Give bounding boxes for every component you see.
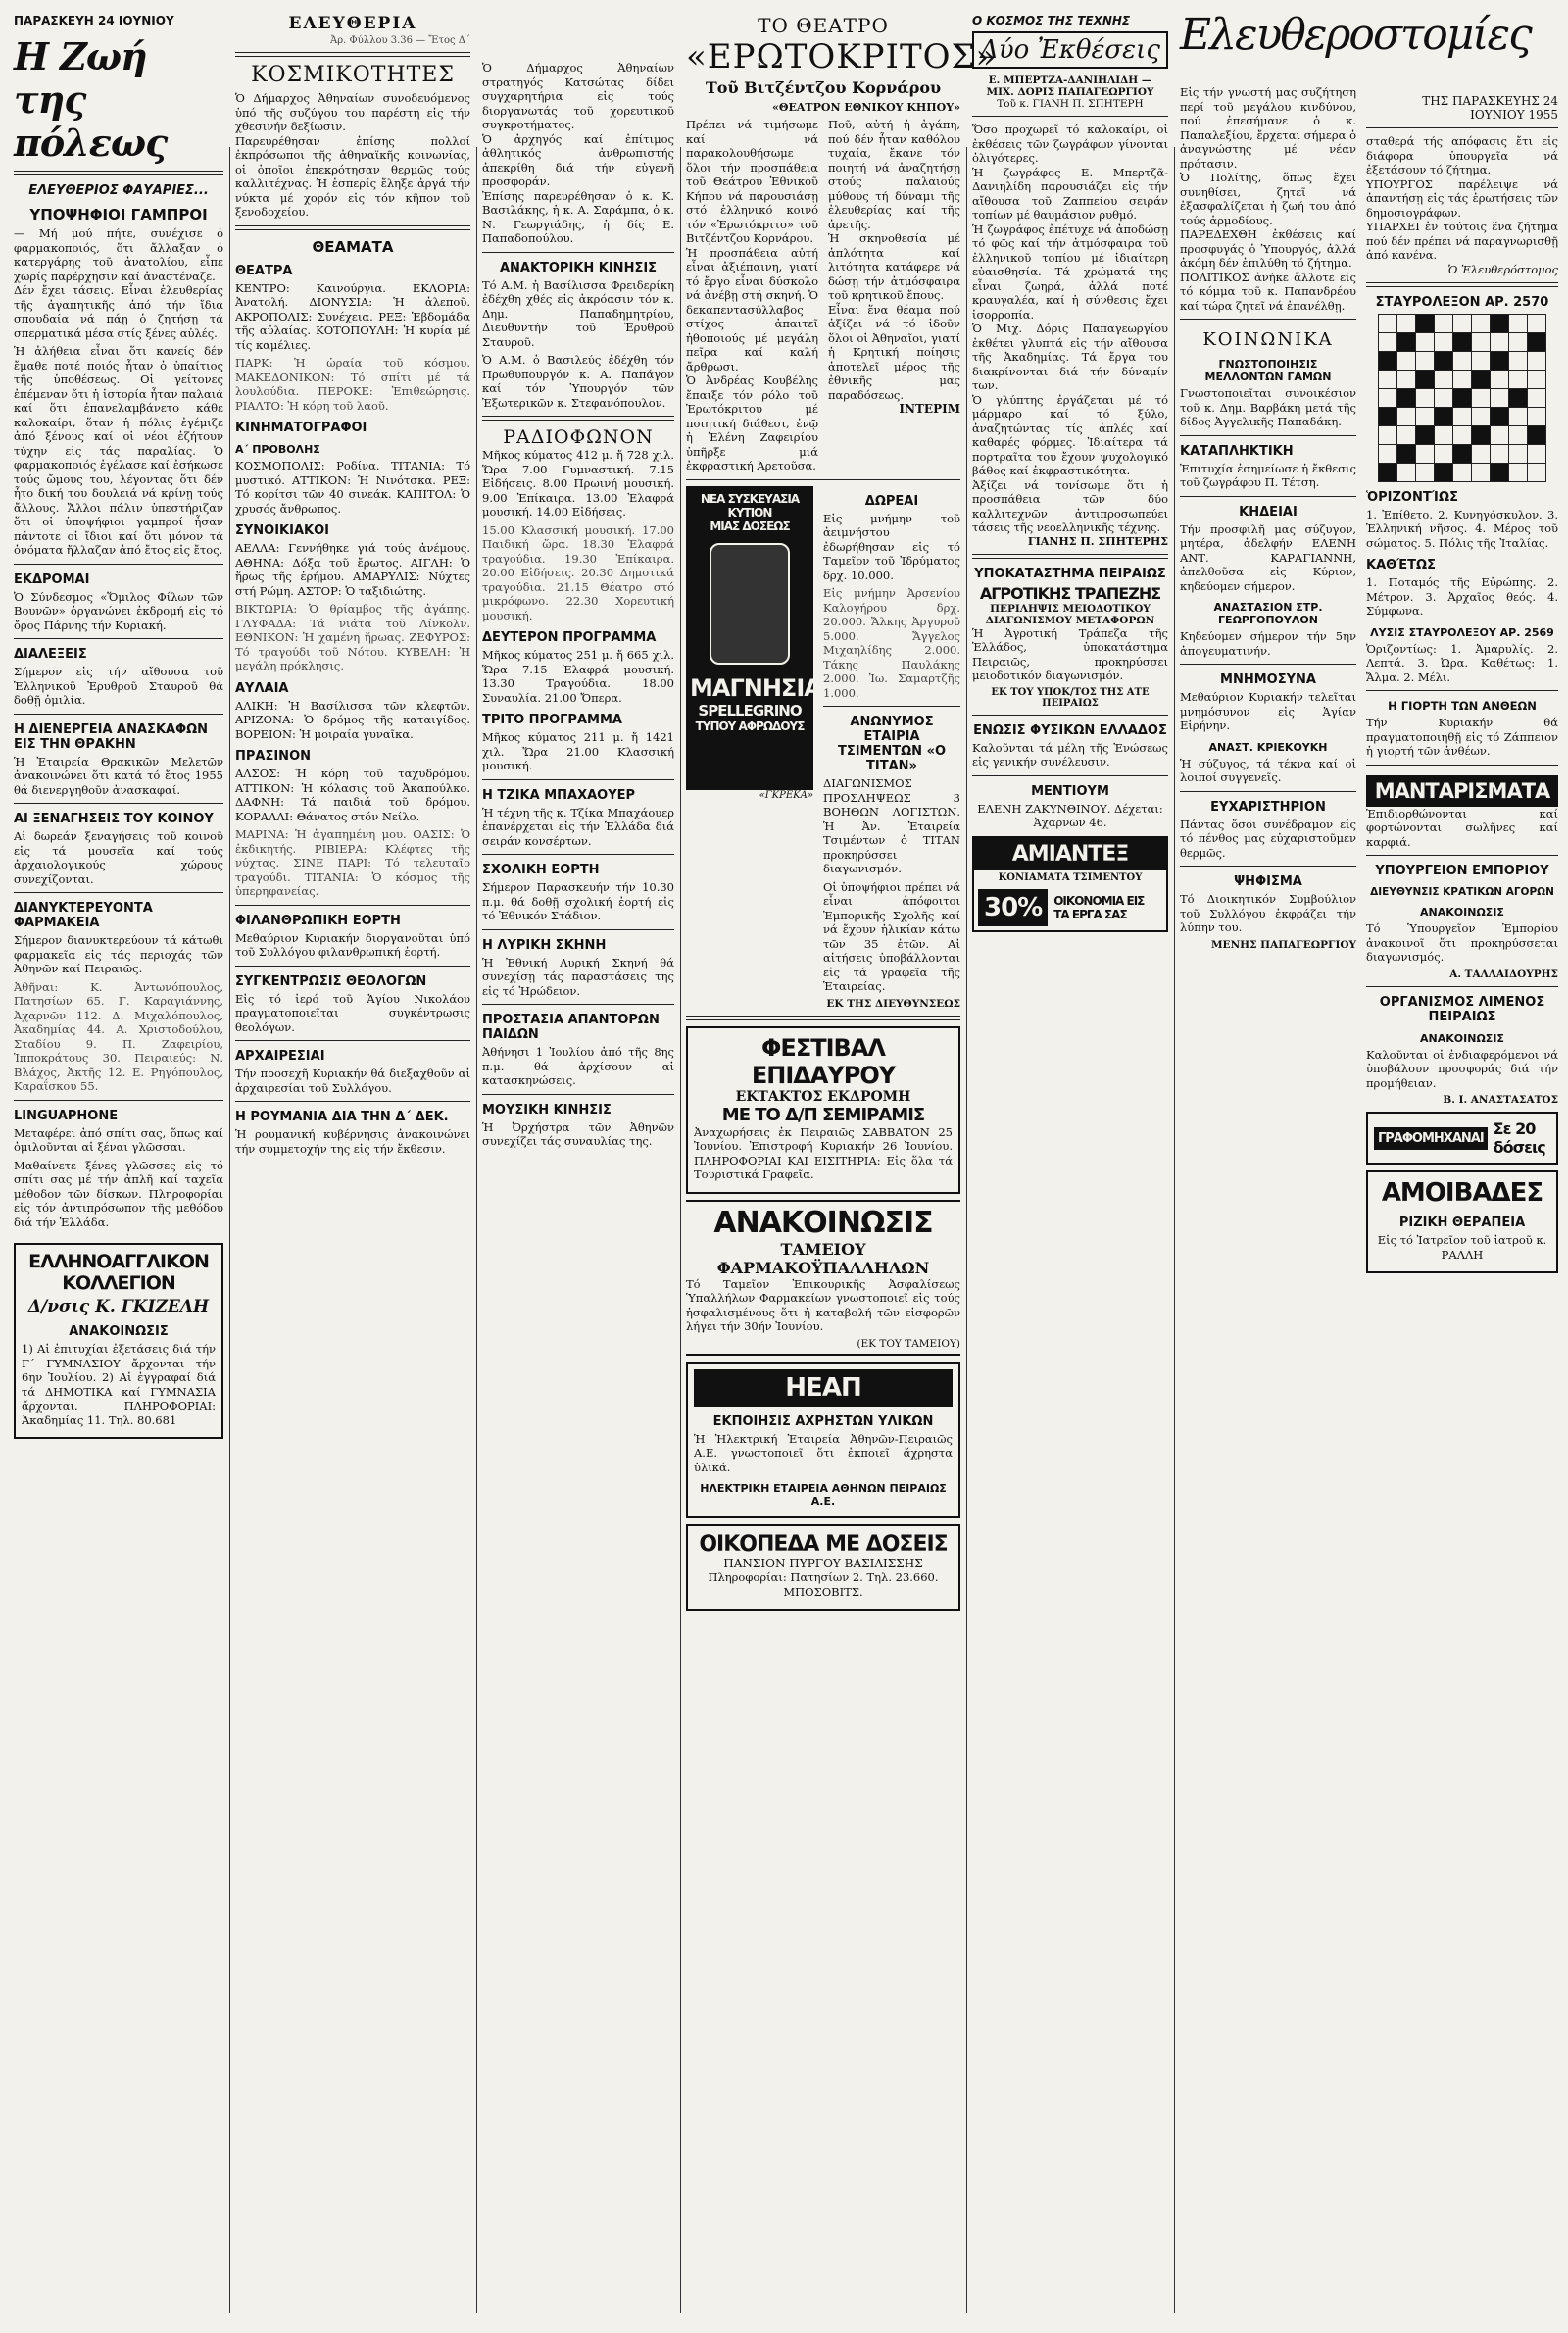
paragraph: Καλοῦνται τά μέλη τῆς Ἑνώσεως εἰς γενικήν συνέλευσιν. [972,740,1168,769]
heading-excavations: Η ΔΙΕΝΕΡΓΕΙΑ ΑΝΑΣΚΑΦΩΝ ΕΙΣ ΤΗΝ ΘΡΑΚΗΝ [14,721,209,752]
paragraph: ΜΑΡΙΝΑ: Ἡ ἀγαπημένη μου. ΟΑΣΙΣ: Ὁ ἐκδικητής. ΡΙΒΙΕΡΑ: Κλέφτες τῆς νύχτας. ΣΙΝΕ ΠΑΡΙ: Τό τελευταῖο τραγούδι. ΤΙΤΑΝΙΑ: Ὁ κόσμος τῆς ὑπερηφανείας. [235,827,470,898]
heap-foot: ΗΛΕΚΤΡΙΚΗ ΕΤΑΙΡΕΙΑ ΑΘΗΝΩΝ ΠΕΙΡΑΙΩΣ Α.Ε. [700,1482,947,1508]
clues-down: 1. Ποταμός τῆς Εὐρώπης. 2. Μέτρον. 3. Ἀρχαῖος θεός. 4. Σύμφωνα. [1366,575,1558,618]
heading-neighbourhood: ΣΥΝΟΙΚΙΑΚΟΙ [235,523,329,538]
amiantex-brand: ΑΜΙΑΝΤΕΞ [974,838,1166,870]
ad-product: ΜΑΓΝΗΣΙΑ [690,673,821,702]
paragraph: Ὁ Μιχ. Δόρις Παπαγεωργίου ἐκθέτει γλυπτά εἰς τήν αἴθουσα τῆς Ἀκαδημίας. Τά ἔργα του διακρίνονται διά τήν δύναμίν των. [972,322,1168,392]
fund-title: ΑΝΑΚΟΙΝΩΣΙΣ [713,1205,933,1240]
heading-memorials: ΜΝΗΜΟΣΥΝΑ [1220,672,1316,687]
amoebas-sub: ΡΙΖΙΚΗ ΘΕΡΑΠΕΙΑ [1398,1216,1526,1230]
amoebas-text: Εἰς τό Ἰατρεῖον τοῦ ἰατροῦ κ. ΡΑΛΛΗ [1377,1233,1547,1262]
ad-magnesia [686,486,821,790]
heading-radio: ΡΑΔΙΟΦΩΝΟΝ [503,426,654,448]
paragraph: Ἀθήνησι 1 Ἰουλίου ἀπό τῆς 8ης π.μ. θά ἀρχίσουν αἱ κατασκηνώσεις. [482,1045,674,1087]
heading-ministry-notice: ΑΝΑΚΟΙΝΩΣΙΣ [1420,906,1504,918]
solution: Ὁριζοντίως: 1. Ἀμαρυλίς. 2. Λεπτά. 3. Ὠρα. Καθέτως: 1. Ἄλμα. 2. Μέλι. [1366,641,1558,684]
art-title: Δύο Ἐκθέσεις [980,35,1160,65]
heading-cinemas: ΚΙΝΗΜΑΤΟΓΡΑΦΟΙ [235,421,368,435]
heading-funerals: ΚΗΔΕΙΑΙ [1239,504,1298,520]
paragraph: Μῆκος κύματος 211 μ. ἤ 1421 χιλ. Ὥρα 21.00 Κλασσική μουσική. [482,730,674,772]
heading-tours: ΑΙ ΞΕΝΑΓΗΣΕΙΣ ΤΟΥ ΚΟΙΝΟΥ [14,812,214,826]
review-title: «ΕΡΩΤΟΚΡΙΤΟΣ» [686,37,998,76]
festival-text: Ἀναχωρήσεις ἐκ Πειραιῶς ΣΑΒΒΑΤΟΝ 25 Ἰουνίου. Ἐπιστροφή Κυριακήν 26 Ἰουνίου. ΠΛΗΡΟΦΟΡΙΑΙ ΚΑΙ ΕΙΣΙΤΗΡΙΑ: Εἰς ὅλα τά Τουριστικά Γραφεῖα. [694,1124,953,1181]
ad-title: ΕΛΛΗΝΟΑΓΓΛΙΚΟΝ ΚΟΛΛΕΓΙΟΝ [28,1251,209,1294]
heading-first-run: Α΄ ΠΡΟΒΟΛΗΣ [235,443,320,456]
heap-sub: ΕΚΠΟΙΗΣΙΣ ΑΧΡΗΣΤΩΝ ΥΛΙΚΩΝ [712,1414,934,1429]
paragraph: Εἰς τό ἱερό τοῦ Ἁγίου Νικολάου πραγματοποιεῖται συγκέντρωσις θεολόγων. [235,991,470,1034]
paragraph: Τό Α.Μ. ἡ Βασίλισσα Φρειδερίκη ἐδέχθη χθές εἰς ἀκρόασιν τόν κ. Δημ. Παπαδημητρίου, Διευθυντήν τοῦ Ἐρυθροῦ Σταυροῦ. [482,277,674,349]
heading-second-program: ΔΕΥΤΕΡΟΝ ΠΡΟΓΡΑΜΜΑ [482,630,657,645]
ad-pharmacy-fund [686,1200,960,1356]
heading-down: ΚΑΘΈΤΩΣ [1366,558,1436,572]
paragraph: Ἡ Ἑταιρεία Θρακικῶν Μελετῶν ἀνακοινώνει ὅτι κατά τό ἔτος 1955 θά διενεργηθοῦν ἀνασκαφαί. [14,754,223,797]
theatre-section: ΤΟ ΘΕΑΤΡΟ [758,14,889,37]
paragraph: Ὁ Δήμαρχος Ἀθηναίων στρατηγός Κατσώτας δίδει συγχαρητήρια εἰς τούς διοργανωτάς τοῦ χορευτικοῦ συγκροτήματος. [482,61,674,131]
paragraph: ΠΟΛΙΤΙΚΟΣ ἀνήκε ἄλλοτε εἰς τό κόμμα τοῦ κ. Παπανδρέου καί τώρα ζητεῖ νά ἐπανέλθῃ. [1180,270,1356,313]
paragraph: Μῆκος κύματος 251 μ. ἤ 665 χιλ. Ὥρα 7.15 Ἐλαφρά μουσική. 13.30 Τραγούδια. 18.00 Συναυλία. 21.00 Ὄπερα. [482,648,674,705]
heading-shows: ΘΕΑΜΑΤΑ [312,237,394,256]
plots-sub: ΠΑΝΣΙΟΝ ΠΥΡΓΟΥ ΒΑΣΙΛΙΣΣΗΣ [723,1557,923,1570]
pharmacy-list: Ἀθῆναι: Κ. Ἀντωνόπουλος, Πατησίων 65. Γ. Καραγιάννης, Ἀχαρνῶν 112. Δ. Μιχαλόπουλος, Ἀκαδημίας 44. Α. Χριστοδούλου, Σταδίου 9. Π. Ζαφειρίου, Ἱπποκράτους 30. Πειραιεύς: Ν. Βλάχος, Ἀκτῆς 12. Ε. Ρηγόπουλος, Καραΐσκου 55. [14,979,223,1093]
ad-credit: «ΓΚΡΕΚΑ» [759,789,813,801]
paragraph: Παρευρέθησαν ἐπίσης πολλοί ἐκπρόσωποι τῆς ἀθηναϊκῆς κοινωνίας, οἱ ὁποῖοι ἐπεκρότησαν θερμῶς τούς καλλιτέχνας. Ἡ ἑσπερίς ἔληξε ἀργά τήν νύκτα μέ χορόν εἰς τόν κῆπον τοῦ ξενοδοχείου. [235,133,470,219]
paragraph: Τό Ὑπουργεῖον Ἐμπορίου ἀνακοινοῖ ὅτι προκηρύσσεται διαγωνισμός. [1366,921,1558,964]
ad-brand: SPELLEGRINO [698,701,802,720]
paragraph: Ὁ γλύπτης ἐργάζεται μέ τό μάρμαρο καί τό ξύλο, ἀναζητώντας τίς ἁπλές καί καθαρές φόρμες. Ἰδιαίτερα τά πορτραῖτα του ἔχουν ψυχολογικό βάθος καί ἐκφραστικότητα. [972,392,1168,477]
fund-sub: ΤΑΜΕΙΟΥ ΦΑΡΜΑΚΟΫΠΑΛΛΗΛΩΝ [716,1239,930,1277]
heading-port-notice: ΑΝΑΚΟΙΝΩΣΙΣ [1420,1031,1504,1045]
bottle-icon [710,543,790,665]
column-city-life [14,0,223,2313]
paragraph: Μεθαύριον Κυριακήν διοργανοῦται ὑπό τοῦ Συλλόγου φιλανθρωπική ἑορτή. [235,930,470,959]
heading-charity: ΦΙΛΑΝΘΡΩΠΙΚΗ ΕΟΡΤΗ [235,913,401,928]
column-society [235,0,470,2313]
paragraph: Ὁ Ἀνδρέας Κουβέλης ἔπαιξε τόν ρόλο τοῦ Ἐρωτόκριτου μέ ποιητική διάθεσι, ἐνῷ ἡ Ἐλένη Ζαφειρίου ὑπῆρξε μιά ἐκφραστική Ἀρετοῦσα. [686,373,818,472]
paragraph: ΠΑΡΕΔΕΧΘΗ ἐκθέσεις καί προσφυγάς ὁ Ὑπουργός, ἀλλά ἀκόμη δέν ἐπιλύθη τό ζήτημα. [1180,227,1356,270]
paragraph: Σήμερον Παρασκευήν τήν 10.30 π.μ. θά δοθῇ σχολική ἑορτή εἰς τό Ἐθνικόν Στάδιον. [482,880,674,922]
bank-text: Ἡ Ἀγροτική Τράπεζα τῆς Ἑλλάδος, ὑποκατάστημα Πειραιῶς, προκηρύσσει μειοδοτικόν διαγωνισμόν. [972,625,1168,682]
port-sign: Β. Ι. ΑΝΑΣΤΑΣΑΤΟΣ [1443,1094,1558,1106]
bank-sub: ΠΕΡΙΛΗΨΙΣ ΜΕΙΟΔΟΤΙΚΟΥ ΔΙΑΓΩΝΙΣΜΟΥ ΜΕΤΑΦΟΡΩΝ [985,602,1155,626]
review-subtitle: Τοῦ Βιτζέντζου Κορνάρου [705,78,942,97]
paragraph: ΚΕΝΤΡΟ: Καινούργια. ΕΚΛΟΡΙΑ: Ἀνατολή. ΔΙΟΝΥΣΙΑ: Ἡ ἀλεποῦ. ΑΚΡΟΠΟΛΙΣ: Συνέχεια. ΡΕΞ: Ἑβδομάδα τῆς αὐλαίας. ΚΟΤΟΠΟΥΛΗ: Ἡ κυρία μέ τίς καμέλιες. [235,280,470,352]
right-date: ΤΗΣ ΠΑΡΑΣΚΕΥΗΣ 24 ΙΟΥΝΙΟΥ 1955 [1422,94,1558,122]
column-signature: Ὁ Ἐλευθερόστομος [1447,262,1558,276]
paragraph: Ἡ ἀλήθεια εἶναι ὅτι κανείς δέν ἔμαθε ποτέ ποιός ἦταν ὁ ὑπαίτιος τῆς ὑποθέσεως. Οἱ γείτονες ἐπέμεναν ὅτι ἡ ἱστορία ἦταν παλαιά καί ὅτι ἐπανελαμβάνετο κάθε καλοκαίρι, ὅταν ἡ πόλις ἐγέμιζε ἀπό ξένους καί οἱ νέοι ἐζήτουν τύχην εἰς τάς παραλίας. Ὁ φαρμακοποιός ἐγέλασε καί ἐσήκωσε τούς ὤμους του, λέγοντας ὅτι δέν ἦτο δική του δουλειά νά κρίνῃ τούς ἄλλους. Ἄλλοι πάλιν ὑπεστήριζαν ὅτι οἱ ὑποψήφιοι γαμπροί ἦσαν πάντοτε οἱ ἴδιοι καί ὅτι μόνον τά ὀνόματα ἤλλαζαν ἀπό ἔτος εἰς ἔτος. [14,344,223,557]
paragraph: ΑΛΣΟΣ: Ἡ κόρη τοῦ ταχυδρόμου. ΑΤΤΙΚΟΝ: Ἡ κόλασις τοῦ Ἀκαπούλκο. ΔΑΦΝΗ: Τά παιδιά τοῦ δρόμου. ΚΟΡΑΛΛΙ: Θάνατος στόν Νείλο. [235,767,470,823]
paragraph: Κηδεύομεν σήμερον τήν 5ην ἀπογευματινήν. [1180,629,1356,658]
paragraph: Ὁ Σύνδεσμος «Ὅμιλος Φίλων τῶν Βουνῶν» ὀργανώνει ἐκδρομή εἰς τό ὄρος Πάρνης τήν Κυριακή. [14,589,223,632]
paragraph: Ἡ ζωγράφος ἐπέτυχε νά ἀποδώσῃ τό φῶς καί τήν ἀτμόσφαιρα τοῦ ἑλληνικοῦ τοπίου μέ ἰδιαίτερη εὐαισθησία. Τά χρώματά της εἶναι ζωηρά, ἀλλά ποτέ κραυγαλέα, καί ἡ σύνθεσις ἔχει ἰσορροπία. [972,222,1168,322]
paragraph: ΒΙΚΤΩΡΙΑ: Ὁ θρίαμβος τῆς ἀγάπης. ΓΛΥΦΑΔΑ: Τά νιάτα τοῦ Λίνκολν. ΕΘΝΙΚΟΝ: Ἡ χαμένη ἥρωας. ΖΕΦΥΡΟΣ: Τό τραγούδι τοῦ Νότου. ΚΥΒΕΛΗ: Ἡ μεγάλη πρόκλησις. [235,602,470,672]
plots-title: ΟΙΚΟΠΕΔΑ ΜΕ ΔΟΣΕΙΣ [699,1532,948,1557]
ad-heading: ΑΝΑΚΟΙΝΩΣΙΣ [69,1324,169,1339]
divider [14,171,223,175]
bank-title2: ΑΓΡΟΤΙΚΗΣ ΤΡΑΠΕΖΗΣ [979,583,1161,603]
ad-line: ΚΥΤΙΟΝ [727,505,772,520]
heading-memorial-name: ΑΝΑΣΤ. ΚΡΙΕΚΟΥΚΗ [1208,740,1328,754]
festival-ship: ΜΕ ΤΟ Δ/Π ΣΕΜΙΡΑΜΙΣ [721,1104,925,1125]
plots-text: Πληροφορίαι: Πατησίων 2. Τηλ. 23.660. ΜΠΟΣΟΒΙΤΣ. [708,1570,939,1599]
heap-text: Ἡ Ἠλεκτρική Ἑταιρεία Ἀθηνῶν-Πειραιῶς Α.Ε. γνωστοποιεῖ ὅτι ἐκποιεῖ ἄχρηστα ὑλικά. [694,1431,953,1474]
paper-name: ΕΛΕΥΘΕΡΙΑ [288,14,417,33]
paragraph: Σήμερον διανυκτερεύουν τά κάτωθι φαρμακεῖα εἰς τάς περιοχάς τῶν Ἀθηνῶν καί Πειραιῶς. [14,933,223,975]
heading-prasinon: ΠΡΑΣΙΝΟΝ [235,749,311,764]
heading-physicists: ΕΝΩΣΙΣ ΦΥΣΙΚΩΝ ΕΛΛΑΔΟΣ [973,722,1167,738]
paragraph: Ἐπιδιορθώνονται καί φορτώνονται σωλῆνες καί καρφιά. [1366,806,1558,849]
heading-music: ΜΟΥΣΙΚΗ ΚΙΝΗΣΙΣ [482,1102,612,1117]
paragraph: ΥΠΑΡΧΕΙ ἐν τούτοις ἕνα ζήτημα πού δέν πρέπει νά παραγνωρισθῇ ἀπό κανένα. [1366,220,1558,262]
paragraph: Ἡ σκηνοθεσία μέ ἁπλότητα καί λιτότητα κατάφερε νά δώσῃ τήν ἀτμόσφαιρα τοῦ κρητικοῦ ἔπους. [828,231,960,302]
fund-sign: (ΕΚ ΤΟΥ ΤΑΜΕΙΟΥ) [857,1337,960,1350]
heading-solution: ΛΥΣΙΣ ΣΤΑΥΡΟΛΕΞΟΥ ΑΡ. 2569 [1370,625,1554,639]
heading-palace: ΑΝΑΚΤΟΡΙΚΗ ΚΙΝΗΣΙΣ [499,260,658,275]
heading-lectures: ΔΙΑΛΕΞΕΙΣ [14,647,87,662]
paragraph: Ὁ Α.Μ. ὁ Βασιλεύς ἐδέχθη τόν Πρωθυπουργόν κ. Α. Παπάγον καί τόν Ὑπουργόν τῶν Ἐξωτερικῶν κ. Στεφανόπουλον. [482,353,674,410]
heading-ministry-dept: ΔΙΕΥΘΥΝΣΙΣ ΚΡΑΤΙΚΩΝ ΑΓΟΡΩΝ [1370,886,1554,898]
heading-romania: Η ΡΟΥΜΑΝΙΑ ΔΙΑ ΤΗΝ Δ΄ ΔΕΚ. [235,1110,449,1124]
heading-port: ΟΡΓΑΝΙΣΜΟΣ ΛΙΜΕΝΟΣ ΠΕΙΡΑΙΩΣ [1379,994,1545,1024]
paragraph: Ἡ σύζυγος, τά τέκνα καί οἱ λοιποί συγγενεῖς. [1180,756,1356,784]
paragraph: Ὁ ἀρχηγός καί ἐπίτιμος ἀθλητικός ἀνθρωπιστής ἀπεκρίθη διά τήν εὐγενῆ προσφοράν. [482,131,674,188]
column-theatre [686,0,998,2313]
heading-society: ΚΟΣΜΙΚΟΤΗΤΕΣ [251,63,455,87]
heading-weddings: ΓΝΩΣΤΟΠΟΙΗΣΙΣ ΜΕΛΛΟΝΤΩΝ ΓΑΜΩΝ [1204,358,1332,383]
paragraph: ΚΟΣΜΟΠΟΛΙΣ: Ροδίνα. ΤΙΤΑΝΙΑ: Τό μυστικό. ΑΤΤΙΚΟΝ: Ἡ Νινότσκα. ΡΕΞ: Τό κορίτσι τῶν 40 σινεάκ. ΚΑΠΙΤΟΛ: Ὁ χρυσός ἄνθρωπος. [235,459,470,516]
paragraph: Καλοῦνται οἱ ἐνδιαφερόμενοι νά ὑποβάλουν προσφοράς διά τήν προμήθειαν. [1366,1047,1558,1090]
heading-lyric: Η ΛΥΡΙΚΗ ΣΚΗΝΗ [482,937,607,953]
heading-theologians: ΣΥΓΚΕΝΤΡΩΣΙΣ ΘΕΟΛΟΓΩΝ [235,973,427,989]
heading-third-program: ΤΡΙΤΟ ΠΡΟΓΡΑΜΜΑ [482,713,622,727]
byline: ΜΙΧ. ΔΟΡΙΣ ΠΑΠΑΓΕΩΡΓΙΟΥ [986,86,1154,98]
paragraph: — Μή μού πήτε, συνέχισε ὁ φαρμακοποιός, ὅτι ἄλλαξαν ὁ κατεργάρης τοῦ ἀνατολίου, εἶπε χωρίς παρέρχησιν καί ἀναστέναζε. [14,226,223,283]
paragraph: Ἡ Ὀρχήστρα τῶν Ἀθηνῶν συνεχίζει τάς συναυλίας της. [482,1119,674,1148]
ad-subtitle: Δ/νσις Κ. ΓΚΙΖΕΛΗ [27,1297,210,1316]
heading-linguaphone: LINGUAPHONE [14,1108,119,1123]
left-date: ΠΑΡΑΣΚΕΥΗ 24 ΙΟΥΝΙΟΥ [14,14,174,27]
heading-medium: ΜΕΝΤΙΟΥΜ [1031,783,1109,799]
art-signature: ΓΙΑΝΗΣ Π. ΣΠΗΤΕΡΗΣ [1027,534,1168,548]
heading-theatres: ΘΕΑΤΡΑ [235,263,293,278]
subhead: ΥΠΟΨΗΦΙΟΙ ΓΑΜΠΡΟΙ [29,206,208,223]
paragraph: Τό Διοικητικόν Συμβούλιον τοῦ Συλλόγου ἐκφράζει τήν λύπην του. [1180,892,1356,934]
paragraph: Μαθαίνετε ξένες γλῶσσες εἰς τό σπίτι σας μέ τήν ἀπλῆ καί ταχεῖα μέθοδον τῶν δίσκων. Πληροφορίαι εἰς τόν ἀντιπρόσωπον τῆς μεθόδου διά τήν Ἑλλάδα. [14,1158,223,1229]
paragraph: Πάντας ὅσοι συνέδραμον εἰς τό πένθος μας εὐχαριστοῦμεν θερμῶς. [1180,817,1356,860]
paragraph: ΔΙΑΓΩΝΙΣΜΟΣ ΠΡΟΣΛΗΨΕΩΣ 3 ΒΟΗΘΩΝ ΛΟΓΙΣΤΩΝ. Ἡ Ἀν. Ἑταιρεία Τσιμέντων ὁ ΤΙΤΑΝ προκηρύσσει διαγωνισμόν. [823,776,960,875]
paragraph: Ἡ τέχνη τῆς κ. Τζίκα Μπαχάουερ ἐπανέρχεται εἰς τήν Ἑλλάδα διά σειράν κονσέρτων. [482,805,674,848]
heading-flowers: Η ΓΙΟΡΤΗ ΤΩΝ ΑΝΘΕΩΝ [1388,699,1537,713]
typewriter-title: ΓΡΑΦΟΜΗΧΑΝΑΙ [1374,1127,1488,1150]
ad-text: 1) Αἱ ἐπιτυχίαι ἐξετάσεις διά τήν Γ΄ ΓΥΜΝΑΣΙΟΥ ἄρχονται τήν 6ην Ἰουλίου. 2) Αἱ ἐγγραφαί διά τά ΔΗΜΟΤΙΚΑ καί ΓΥΜΝΑΣΙΑ ἄρχονται. ΠΛΗΡΟΦΟΡΙΑΙ: Ἀκαδημίας 11. Τηλ. 80.681 [22,1342,216,1427]
paragraph: Εἰς μνήμην τοῦ ἀειμνήστου ἐδωρήθησαν εἰς τό Ταμεῖον τοῦ Ἰδρύματος δρχ. 10.000. [823,511,960,582]
clues-across: 1. Ἐπίθετο. 2. Κυνηγόσκυλον. 3. Ἑλληνική νῆσος. 4. Μέρος τοῦ σώματος. 5. Πόλις τῆς Ἰταλίας. [1366,507,1558,550]
paragraph: Ἡ προσπάθεια αὐτή εἶναι ἀξιέπαινη, γιατί τό ἔργο εἶναι δύσκολο νά ἀνέβῃ στή σκηνή. Ὁ δεκαπεντασύλλαβος στίχος ἀπαιτεῖ ἠθοποιούς μέ μεγάλη πεῖρα καί καλή ἄρθρωσι. [686,245,818,373]
amiantex-sub: ΚΟΝΙΑΜΑΤΑ ΤΣΙΜΕΝΤΟΥ [998,871,1143,883]
paragraph: Σήμερον εἰς τήν αἴθουσα τοῦ Ἑλληνικοῦ Ἐρυθροῦ Σταυροῦ θά δοθῇ ὁμιλία. [14,665,223,707]
paragraph: σταθερά τής απόφασις ἔτι εἰς διάφορα ὑπουργεῖα νά ἐξετάσουν τό ζήτημα. [1366,134,1558,176]
heading-school: ΣΧΟΛΙΚΗ ΕΟΡΤΗ [482,863,600,877]
ad-line: ΜΙΑΣ ΔΟΣΕΩΣ [710,519,790,533]
ad-typewriters [1366,1112,1558,1165]
paragraph: Τήν Κυριακήν θά πραγματοποιηθῇ εἰς τό Ζάππειον ἡ γιορτή τῶν ἀνθέων. [1366,716,1558,758]
paragraph: Ἡ Ἐθνική Λυρική Σκηνή θά συνεχίσῃ τάς παραστάσεις της εἰς τό Ἡρώδειον. [482,955,674,998]
paragraph: Ἐπιτυχία ἐσημείωσε ἡ ἔκθεσις τοῦ ζωγράφου Π. Τέτση. [1180,461,1356,489]
heading-elections: ΑΡΧΑΙΡΕΣΙΑΙ [235,1049,325,1064]
ad-agricultural-bank [972,567,1168,709]
byline: Τοῦ κ. ΓΙΑΝΗ Π. ΣΠΗΤΕΡΗ [997,98,1144,110]
titan-signature: ΕΚ ΤΗΣ ΔΙΕΥΘΥΝΣΕΩΣ [826,997,960,1010]
heading-donations: ΔΩΡΕΑΙ [864,493,919,509]
paragraph: Ποῦ, αὐτή ἡ ἀγάπη, πού δέν ἦταν καθόλου τυχαία, ἔκανε τόν ποιητή νά ἀναζητήσῃ στούς παλαιούς μύθους τή δύναμι τῆς ἐλευθερίας καί τῆς ἀρετῆς. [828,118,960,231]
kicker: ΕΛΕΥΘΕΡΙΟΣ ΦΑΥΑΡΙΕΣ... [28,183,209,198]
ad-mandarismata: ΜΑΝΤΑΡΙΣΜΑΤΑ [1366,775,1558,807]
fund-text: Τό Ταμεῖον Ἐπικουρικῆς Ἀσφαλίσεως Ὑπαλλήλων Φαρμακείων γνωστοποιεῖ εἰς τούς ἠσφαλισμένους ὅτι ἡ καταβολή τῶν εἰσφορῶν λήγει τήν 30ήν Ἰουνίου. [686,1276,960,1333]
bank-sign: ΕΚ ΤΟΥ ΥΠΟΚ/ΤΟΣ ΤΗΣ ΑΤΕ ΠΕΙΡΑΙΩΣ [991,686,1150,709]
paragraph: Τήν προσεχῆ Κυριακήν θά διεξαχθοῦν αἱ ἀρχαιρεσίαι τοῦ Συλλόγου. [235,1067,470,1095]
paragraph: Πρέπει νά τιμήσωμε καί νά παρακολουθήσωμε ὅλοι τήν προσπάθεια τοῦ Θεάτρου Ἐθνικοῦ Κήπου νά παρουσιάσῃ στό ἐλληνικό κοινό τόν «Ἐρωτόκριτο» τοῦ Βιτζέντζου Κορνάρου. [686,118,818,245]
heading-crossword: ΣΤΑΥΡΟΛΕΞΟΝ ΑΡ. 2570 [1375,294,1549,310]
ministry-sign: Α. ΤΑΛΛΑΙΔΟΥΡΗΣ [1449,968,1558,980]
heading-pharmacies: ΔΙΑΝΥΚΤΕΡΕΥΟΝΤΑ ΦΑΡΜΑΚΕΙΑ [14,901,153,930]
paragraph: Εἶναι ἕνα θέαμα πού ἀξίζει νά τό ἰδοῦν ὅλοι οἱ Ἀθηναῖοι, γιατί ἡ Κρητική ποίησις ἀποτελεῖ μέρος τῆς ἐθνικῆς μας παραδόσεως. [828,302,960,402]
crossword-grid [1378,314,1546,482]
art-section: Ο ΚΟΣΜΟΣ ΤΗΣ ΤΕΧΝΗΣ [972,14,1131,27]
paragraph: Ὁ Δήμαρχος Ἀθηναίων συνοδευόμενος ὑπό τῆς συζύγου του παρέστη εἰς τήν χθεσινήν δεξίωσιν. [235,91,470,133]
amiantex-text: ΟΙΚΟΝΟΜΙΑ ΕΙΣ ΤΑ ΕΡΓΑ ΣΑΣ [1054,893,1145,921]
paragraph: Τήν προσφιλῆ μας σύζυγον, μητέρα, ἀδελφήν ΕΛΕΝΗ ΑΝΤ. ΚΑΡΑΓΙΑΝΝΗ, ἀπελθοῦσα εἰς Κύριον, κηδεύομεν σήμερον. [1180,521,1356,593]
column-right [1366,0,1558,2313]
heading-across: ὉΡΙΖΟΝΤΊΩΣ [1366,489,1458,505]
ad-festival [686,1026,960,1194]
heading-social: ΚΟΙΝΩΝΙΚΑ [1202,329,1334,350]
paragraph: Ὅσο προχωρεῖ τό καλοκαίρι, οἱ ἐκθέσεις τῶν ζωγράφων γίνονται ὀλιγότερες. [972,123,1168,165]
paragraph: Ἡ ρουμανική κυβέρνησις ἀνακοινώνει τήν συμμετοχήν της εἰς τήν ἔκθεσιν. [235,1127,470,1156]
section-title: Η Ζωή της πόλεως [14,34,168,165]
paragraph: ΑΕΛΛΑ: Γεννήθηκε γιά τούς ἀνέμους. ΑΘΗΝΑ: Δόξα τοῦ ἔρωτος. ΑΙΓΛΗ: Ὁ ἥρως τῆς ἐρήμου. ΑΜΑΡΥΛΙΣ: Νύχτες στή Ρώμη. ΑΣΤΟΡ: Ὁ ταξιδιώτης. [235,541,470,598]
ad-plots [686,1524,960,1611]
heading-thanks: ΕΥΧΑΡΙΣΤΗΡΙΟΝ [1210,799,1326,815]
donation-list: Εἰς μνήμην Ἀρσενίου Καλογήρου δρχ. 20.000. Ἄλκης Ἀργυροῦ 5.000. Ἄγγελος Μιχαηλίδης 2.000. Τάκης Παυλάκης 2.000. Ἰω. Σαμαρτζῆς 1.000. [823,586,960,700]
paragraph: Αἱ δωρεάν ξεναγήσεις τοῦ κοινοῦ εἰς τά μουσεῖα καί τούς ἀρχαιολογικούς χώρους συνεχίζονται. [14,829,223,886]
issue-meta: Ἀρ. Φύλλου 3.36 — Ἔτος Δ΄ [330,35,470,46]
paragraph: Δέν ἔχει τάσεις. Εἶναι ἐλευθερίας τῆς ἀγαπητικῆς ἀπό τήν ἴδια σπουδαία νά πάῃ ὁ ζητήσῃ τά σπερματικά μέσα στίς ξένες αὐλές. [14,283,223,340]
ad-heap [686,1362,960,1519]
paragraph: Μεταφέρει ἀπό σπίτι σας, ὅπως καί ὁμιλοῦνται αἱ ξέναι γλῶσσαι. [14,1125,223,1154]
paragraph: Μεθαύριον Κυριακήν τελεῖται μνημόσυνον εἰς Ἁγίαν Εἰρήνην. [1180,690,1356,732]
paragraph: Γνωστοποιεῖται συνοικέσιον τοῦ κ. Δημ. Βαρβάκη μετά τῆς δίδος Ἀγγελικῆς Παπαδάκη. [1180,386,1356,428]
ad-amiantex [972,836,1168,932]
heading-bachauer: Η ΤΖΙΚΑ ΜΠΑΧΑΟΥΕΡ [482,787,636,803]
heading-deceased: ΑΝΑΣΤΑΣΙΟΝ ΣΤΡ. ΓΕΩΡΓΟΠΟΥΛΟΝ [1213,601,1323,626]
ad-amoebas [1366,1170,1558,1273]
festival-title: ΦΕΣΤΙΒΑΛ ΕΠΙΔΑΥΡΟΥ [751,1033,896,1089]
ad-line: ΤΥΠΟΥ ΑΦΡΩΔΟΥΣ [695,719,805,733]
column-art [972,0,1168,2313]
paragraph: Ἀξίζει νά τονίσωμε ὅτι ἡ προσπάθεια τῶν δύο καλλιτεχνῶν ἀντιπροσωπεύει τάσεις τῆς νεοελληνικῆς τέχνης. [972,477,1168,534]
paragraph: ΕΛΕΝΗ ΖΑΚΥΝΘΙΝΟΥ. Δέχεται: Ἀχαρνῶν 46. [977,801,1163,829]
heading-excursions: ΕΚΔΡΟΜΑΙ [14,571,90,587]
heading-resolution: ΨΗΦΙΣΜΑ [1234,874,1302,889]
paragraph: 15.00 Κλασσική μουσική. 17.00 Παιδική ὥρα. 18.30 Ἐλαφρά τραγούδια. 19.30 Ἐπίκαιρα. 20.00 Εἰδήσεις. 20.30 Δημοτικά τραγούδια. 21.15 Θέατρο στό μικρόφωνο. 22.30 Χορευτική μουσική. [482,522,674,622]
ad-line: ΝΕΑ ΣΥΣΚΕΥΑΣΙΑ [700,491,800,506]
amiantex-percent: 30% [978,889,1048,926]
paragraph: ΑΛΙΚΗ: Ἡ Βασίλισσα τῶν κλεφτῶν. ΑΡΙΖΟΝΑ: Ὁ δρόμος τῆς καταιγίδος. ΒΟΡΕΙΟΝ: Ἡ μοιραία γυναῖκα. [235,698,470,741]
heading-aulaia: ΑΥΛΑΙΑ [235,680,289,696]
paragraph: Ἐπίσης παρευρέθησαν ὁ κ. Κ. Βασιλάκης, ἡ κ. Α. Σαράμπα, ὁ κ. Ν. Γεωργιάδης, ἡ δίς Ε. Παπαδοπούλου. [482,188,674,245]
heading-titan: ΑΝΩΝΥΜΟΣ ΕΤΑΙΡΙΑ ΤΣΙΜΕΝΤΩΝ «Ο ΤΙΤΑΝ» [837,715,947,773]
paragraph: ΥΠΟΥΡΓΟΣ παρέλειψε νά ἀπαντήσῃ εἰς τάς ἐρωτήσεις τῶν δημοσιογράφων. [1366,176,1558,220]
amoebas-title: ΑΜΟΙΒΑΔΕΣ [1381,1178,1544,1208]
heap-logo: ΗΕΑΠ [694,1369,953,1407]
paragraph: Ὁ Πολίτης, ὅπως ἔχει συνηθίσει, ζητεῖ νά ἐξασφαλίζεται ἡ ζωή του ἀπό τούς ἁρμοδίους. [1180,171,1356,227]
free-speech-title: Ελευθεροστομίες [1180,10,1531,60]
review-signature: ΙΝΤΕΡΙΜ [899,402,960,416]
heading-astonishing: ΚΑΤΑΠΛΗΚΤΙΚΗ [1180,443,1294,459]
column-radio [482,0,674,2313]
byline: Ε. ΜΠΕΡΤΖΑ-ΔΑΝΙΗΛΙΔΗ — [988,74,1152,86]
ad-college [14,1243,223,1439]
paragraph: ΠΑΡΚ: Ἡ ὡραία τοῦ κόσμου. ΜΑΚΕΔΟΝΙΚΟΝ: Τό σπίτι μέ τά λουλούδια. ΠΕΡΟΚΕ: Ἐπιθεώρησις. ΡΙΑΛΤΟ: Ἡ κόρη τοῦ λαοῦ. [235,356,470,413]
bank-title: ΥΠΟΚΑΤΑΣΤΗΜΑ ΠΕΙΡΑΙΩΣ [974,566,1166,581]
paragraph: Εἰς τήν γνωστή μας συζήτηση περί τοῦ μεγάλου κινδύνου, πού ἐπεσήμανε ὁ κ. Παπαλεξίου, ἔρχεται σήμερα ὁ ἀναγνώστης μέ νέαν πρότασιν. [1180,85,1356,171]
resolution-sign: ΜΕΝΗΣ ΠΑΠΑΓΕΩΡΓΙΟΥ [1210,938,1356,951]
paragraph: Οἱ ὑποψήφιοι πρέπει νά εἶναι ἀπόφοιτοι Ἐμπορικῆς Σχολῆς καί νά ἔχουν ἡλικίαν κάτω τῶν 35 ἐτῶν. Αἱ αἰτήσεις ὑποβάλλονται εἰς τά γραφεῖα τῆς Ἑταιρείας. [823,879,960,993]
heading-ministry: ΥΠΟΥΡΓΕΙΟΝ ΕΜΠΟΡΙΟΥ [1375,864,1549,878]
review-venue: «ΘΕΑΤΡΟΝ ΕΘΝΙΚΟΥ ΚΗΠΟΥ» [772,101,960,114]
paragraph: Μῆκος κύματος 412 μ. ἤ 728 χιλ. Ὥρα 7.00 Γυμναστική. 7.15 Εἰδήσεις. 8.00 Πρωινή μουσική. 9.00 Ἐπίκαιρα. 13.00 Ἐλαφρά μουσική. 14.00 Εἰδήσεις. [482,448,674,519]
festival-sub: ΕΚΤΑΚΤΟΣ ΕΚΔΡΟΜΗ [735,1088,911,1105]
heading-children: ΠΡΟΣΤΑΣΙΑ ΑΠΑΝΤΟΡΩΝ ΠΑΙΔΩΝ [482,1013,660,1042]
paragraph: Ἡ ζωγράφος Ε. Μπερτζᾶ-Δανιηλίδη παρουσιάζει εἰς τήν αἴθουσα τοῦ Ζαππείου σειράν τοπίων μέ θαυμάσιον ρυθμό. [972,165,1168,222]
typewriter-offer: Σε 20 δόσεις [1493,1119,1545,1157]
